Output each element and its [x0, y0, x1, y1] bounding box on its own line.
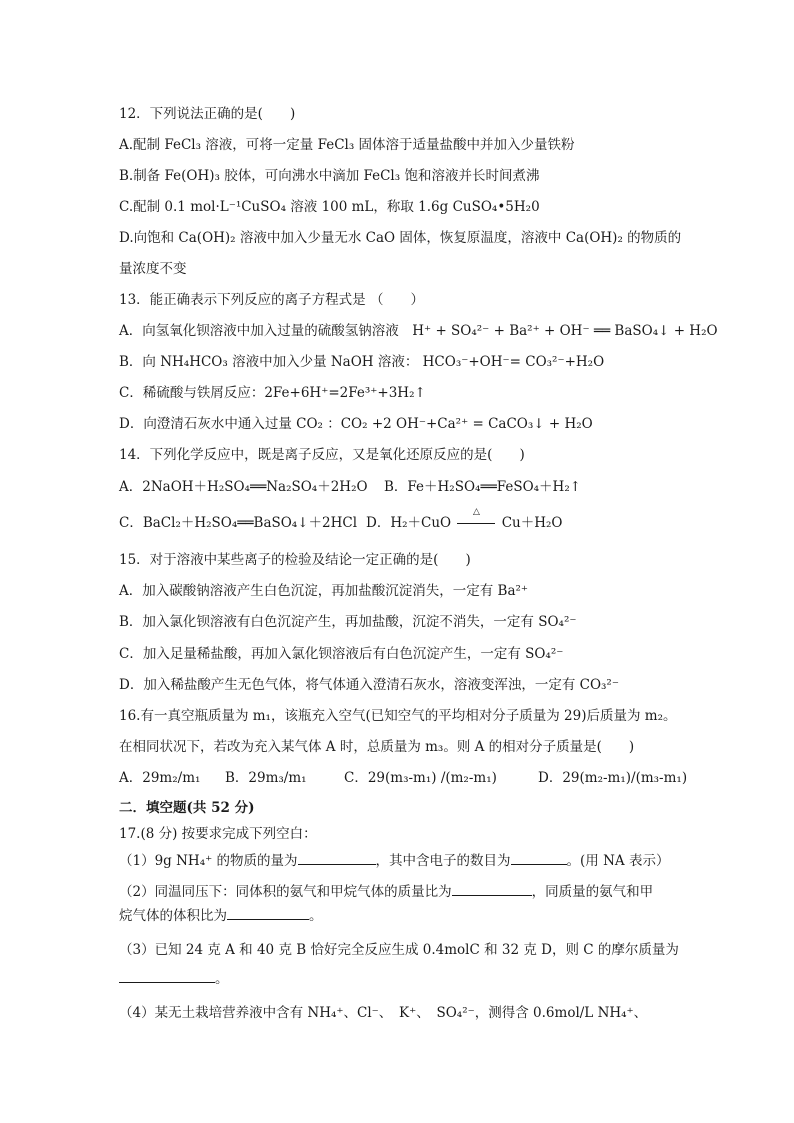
q15-option-a: A．加入碳酸钠溶液产生白色沉淀，再加盐酸沉淀消失，一定有 Ba²⁺ — [119, 583, 529, 599]
q17-part-2-text-c: 烷气体的体积比为 — [119, 908, 227, 924]
q15-option-d: D．加入稀盐酸产生无色气体，将气体通入澄清石灰水，溶液变浑浊，一定有 CO₃²⁻ — [119, 677, 619, 693]
q17-part-1-text-c: 。(用 NA 表示） — [566, 853, 670, 869]
q13-stem: 13．能正确表示下列反应的离子方程式是 （ ） — [119, 292, 424, 308]
answer-blank[interactable] — [452, 881, 532, 896]
answer-blank[interactable] — [511, 850, 567, 865]
q17-part-1-text-b: ，其中含电子的数目为 — [375, 853, 511, 869]
reaction-arrow — [457, 523, 495, 524]
q15-stem: 15．对于溶液中某些离子的检验及结论一定正确的是( ) — [119, 552, 471, 568]
heat-symbol-icon: △ — [472, 507, 480, 517]
q17-part-3-text-b: 。 — [215, 971, 229, 987]
answer-blank[interactable] — [119, 968, 215, 983]
q17-part-4: （4）某无土栽培营养液中含有 NH₄⁺、Cl⁻、 K⁺、 SO₄²⁻，测得含 0.6mol/L NH₄⁺、 — [119, 1005, 648, 1021]
q17-part-2-text-a: （2）同温同压下：同体积的氨气和甲烷气体的质量比为 — [119, 884, 452, 900]
q14-option-c: C．BaCl₂＋H₂SO₄══BaSO₄↓＋2HCl — [119, 515, 358, 531]
section-heading: 二．填空题(共 52 分) — [119, 800, 255, 816]
q13-option-d: D．向澄清石灰水中通入过量 CO₂ ：CO₂ +2 OH⁻+Ca²⁺ = CaCO₃↓ + H₂O — [119, 416, 593, 432]
q15-option-b: B．加入氯化钡溶液有白色沉淀产生，再加盐酸，沉淀不消失，一定有 SO₄²⁻ — [119, 614, 577, 630]
q17-part-2-cont — [119, 905, 674, 925]
q16-option-b: B．29m₃/m₁ — [225, 770, 307, 786]
q12-stem: 12．下列说法正确的是( ) — [119, 106, 296, 122]
q16-option-c: C．29(m₃-m₁) /(m₂-m₁) — [344, 770, 497, 786]
heat-condition — [455, 507, 497, 533]
q16-stem-1: 16.有一真空瓶质量为 m₁，该瓶充入空气(已知空气的平均相对分子质量为 29)后质量为 m₂。 — [119, 708, 677, 724]
q16-option-d: D．29(m₂-m₁)/(m₃-m₁) — [538, 770, 688, 786]
answer-blank[interactable] — [227, 905, 309, 920]
q14-option-a: A．2NaOH＋H₂SO₄══Na₂SO₄＋2H₂O — [119, 479, 368, 495]
q15-option-c: C．加入足量稀盐酸，再加入氯化钡溶液后有白色沉淀产生，一定有 SO₄²⁻ — [119, 646, 564, 662]
q17-part-3: （3）已知 24 克 A 和 40 克 B 恰好完全反应生成 0.4molC 和 32 克 D，则 C 的摩尔质量为 — [119, 942, 679, 958]
q17-part-2-text-d: 。 — [309, 908, 323, 924]
q14-option-d-right: Cu＋H₂O — [501, 515, 563, 531]
q17-part-2-text-b: ，同质量的氨气和甲 — [531, 884, 654, 900]
q14-stem: 14．下列化学反应中，既是离子反应，又是氧化还原反应的是( ) — [119, 447, 525, 463]
q17-part-2 — [119, 881, 674, 901]
q12-option-a: A.配制 FeCl₃ 溶液，可将一定量 FeCl₃ 固体溶于适量盐酸中并加入少量铁粉 — [119, 137, 575, 153]
q17-part-3-cont — [119, 968, 674, 988]
q14-row-ab — [119, 477, 674, 497]
q17-part-1-text-a: （1）9g NH₄⁺ 的物质的量为 — [119, 853, 298, 869]
q14-option-d — [366, 507, 563, 533]
q13-option-c: C．稀硫酸与铁屑反应：2Fe+6H⁺=2Fe³⁺+3H₂↑ — [119, 385, 426, 401]
q13-option-a: A．向氢氧化钡溶液中加入过量的硫酸氢钠溶液 H⁺ + SO₄²⁻ + Ba²⁺ + OH⁻ ══ BaSO₄↓ + H₂O — [119, 323, 718, 339]
q16-option-a: A．29m₂/m₁ — [119, 770, 201, 786]
answer-blank[interactable] — [298, 850, 376, 865]
q17-stem: 17.(8 分) 按要求完成下列空白： — [119, 826, 317, 842]
q12-option-c: C.配制 0.1 mol·L⁻¹CuSO₄ 溶液 100 mL，称取 1.6g CuSO₄•5H₂0 — [119, 199, 540, 215]
q17-part-1 — [119, 850, 674, 870]
q14-option-b: B．Fe＋H₂SO₄══FeSO₄＋H₂↑ — [384, 479, 582, 495]
q14-row-cd — [119, 507, 674, 533]
q12-option-b: B.制备 Fe(OH)₃ 胶体，可向沸水中滴加 FeCl₃ 饱和溶液并长时间煮沸 — [119, 168, 540, 184]
q13-option-b: B．向 NH₄HCO₃ 溶液中加入少量 NaOH 溶液： HCO₃⁻+OH⁻= CO₃²⁻+H₂O — [119, 354, 605, 370]
q12-option-d-cont: 量浓度不变 — [119, 261, 187, 277]
q16-stem-2: 在相同状况下，若改为充入某气体 A 时，总质量为 m₃。则 A 的相对分子质量是( ) — [119, 739, 635, 755]
q14-option-d-left: D．H₂＋CuO — [366, 515, 452, 531]
q16-options — [119, 768, 688, 788]
q12-option-d: D.向饱和 Ca(OH)₂ 溶液中加入少量无水 CaO 固体，恢复原温度，溶液中 Ca(OH)₂ 的物质的 — [119, 230, 682, 246]
